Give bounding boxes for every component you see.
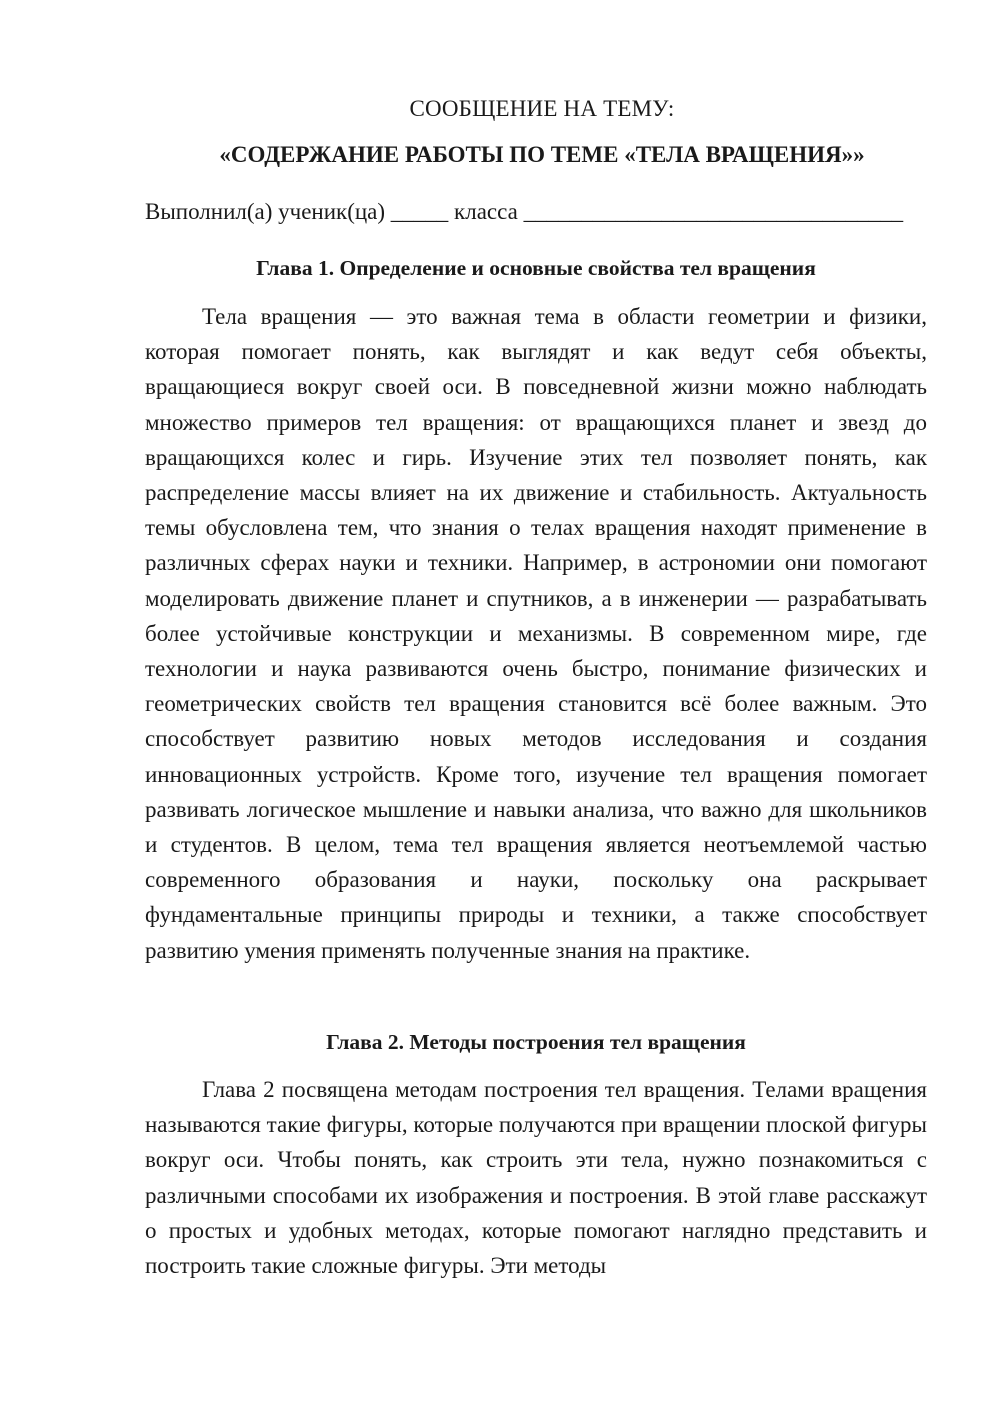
- author-line: Выполнил(а) ученик(ца) _____ класса _________________________________: [145, 199, 904, 224]
- chapter-2-heading: Глава 2. Методы построения тел вращения: [326, 1030, 746, 1054]
- document-title-line2: «СОДЕРЖАНИЕ РАБОТЫ ПО ТЕМЕ «ТЕЛА ВРАЩЕНИЯ»»: [219, 142, 865, 167]
- chapter-1-heading: Глава 1. Определение и основные свойства тел вращения: [256, 256, 816, 280]
- document-title-line1: СООБЩЕНИЕ НА ТЕМУ:: [409, 96, 675, 121]
- chapter-1-paragraph: Тела вращения — это важная тема в области геометрии и физики, которая помогает понять, как выглядят и как ведут себя объекты, вращающиеся вокруг своей оси. В повседневной жизни можно наблюдать множество примеров тел вращения: от вращающихся планет и звезд до вращающихся колес и гирь. Изучение этих тел позволяет понять, как распределение массы влияет на их движение и стабильность. Актуальность темы обусловлена тем, что знания о телах вращения находят применение в различных сферах науки и техники. Например, в астрономии они помогают моделировать движение планет и спутников, а в инженерии — разрабатывать более устойчивые конструкции и механизмы. В современном мире, где технологии и наука развиваются очень быстро, понимание физических и геометрических свойств тел вращения становится всё более важным. Это способствует развитию новых методов исследования и создания инновационных устройств. Кроме того, изучение тел вращения помогает развивать логическое мышление и навыки анализа, что важно для школьников и студентов. В целом, тема тел вращения является неотъемлемой частью современного образования и науки, поскольку она раскрывает фундаментальные принципы природы и техники, а также способствует развитию умения применять полученные знания на практике.: [145, 304, 927, 963]
- chapter-2-paragraph: Глава 2 посвящена методам построения тел вращения. Телами вращения называются такие фигуры, которые получаются при вращении плоской фигуры вокруг оси. Чтобы понять, как строить эти тела, нужно познакомиться с различными способами их изображения и построения. В этой главе расскажут о простых и удобных методах, которые помогают наглядно представить и построить такие сложные фигуры. Эти методы: [145, 1077, 927, 1279]
